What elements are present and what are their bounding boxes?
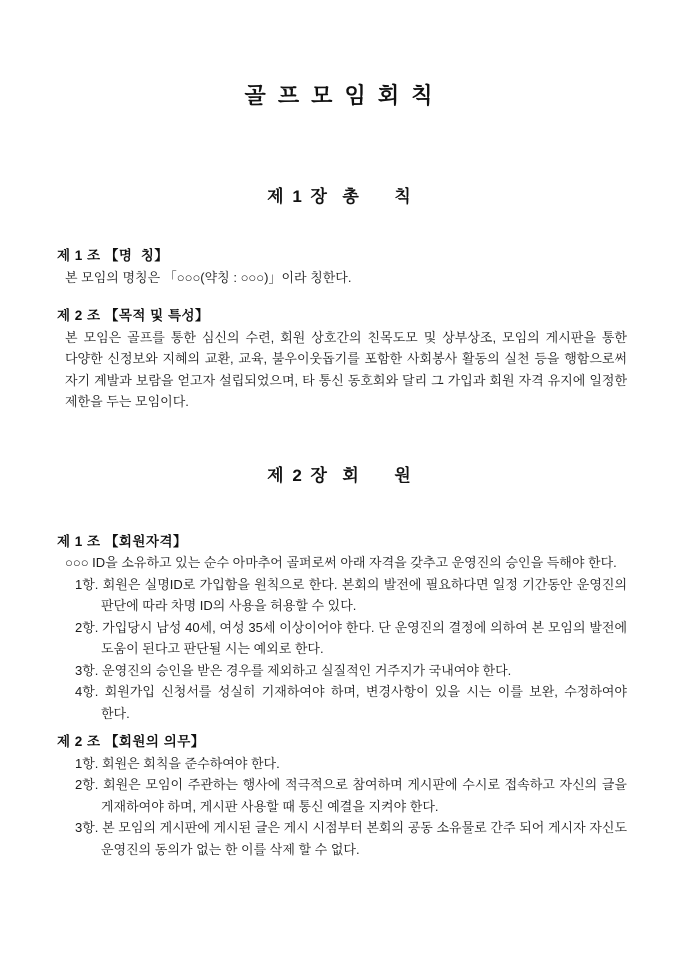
chapter-1-article-1-heading: 제 1 조 【명 칭】 [57,248,169,263]
chapter-2-article-2-items [75,753,627,861]
chapter-2-article-2-heading: 제 2 조 【회원의 의무】 [57,734,205,749]
chapter-2-article-1-body: ○○○ ID을 소유하고 있는 순수 아마추어 골퍼로써 아래 자격을 갖추고 운영진의 승인을 득해야 한다. [65,555,617,570]
document-title: 골 프 모 임 회 칙 [244,83,436,108]
article-item: 2항. 회원은 모임이 주관하는 행사에 적극적으로 참여하며 게시판에 수시로 접속하고 자신의 글을 게재하여야 하며, 게시판 사용할 때 통신 예결을 지켜야 한다. [75,777,627,814]
article-item: 2항. 가입당시 남성 40세, 여성 35세 이상이어야 한다. 단 운영진의 결정에 의하여 본 모임의 발전에 도움이 된다고 판단될 시는 예외로 한다. [75,619,627,656]
chapter-2-article-1-items [75,574,627,725]
article-item: 1항. 회원은 회칙을 준수하여야 한다. [75,755,280,771]
article-item: 4항. 회원가입 신청서를 성실히 기재하여야 하며, 변경사항이 있을 시는 이를 보완, 수정하여야 한다. [75,684,627,721]
chapter-1-article-2-heading: 제 2 조 【목적 및 특성】 [57,308,210,323]
article-item: 3항. 본 모임의 게시판에 게시된 글은 게시 시점부터 본회의 공동 소유물로 간주 되어 게시자 자신도 운영진의 동의가 없는 한 이를 삭제 할 수 없다. [75,820,627,857]
chapter-1-heading: 제 1 장 총 칙 [267,187,413,206]
chapter-1-article-2-body: 본 모임은 골프를 통한 심신의 수련, 회원 상호간의 친목도모 및 상부상조, 모임의 게시판을 통한 다양한 신정보와 지혜의 교환, 교육, 불우이웃돕기를 포함한 사회봉사 활동의 실천 등을 행함으로써 자기 계발과 보람을 얻고자 설립되었으며, 타 통신 동호회와 달리 그 가입과 회원 자격 유지에 일정한 제한을 두는 모임이다. [65,329,627,409]
chapter-2-article-1-heading: 제 1 조 【회원자격】 [57,533,188,549]
chapter-2-heading: 제 2 장 회 원 [267,465,413,485]
article-item: 1항. 회원은 실명ID로 가입함을 원칙으로 한다. 본회의 발전에 필요하다면 일정 기간동안 운영진의 판단에 따라 차명 ID의 사용을 허용할 수 있다. [75,576,627,613]
chapter-1-article-1-body: 본 모임의 명칭은 「○○○(약칭 : ○○○)」이라 칭한다. [65,269,352,285]
article-item: 3항. 운영진의 승인을 받은 경우를 제외하고 실질적인 거주지가 국내여야 한다. [75,662,512,678]
